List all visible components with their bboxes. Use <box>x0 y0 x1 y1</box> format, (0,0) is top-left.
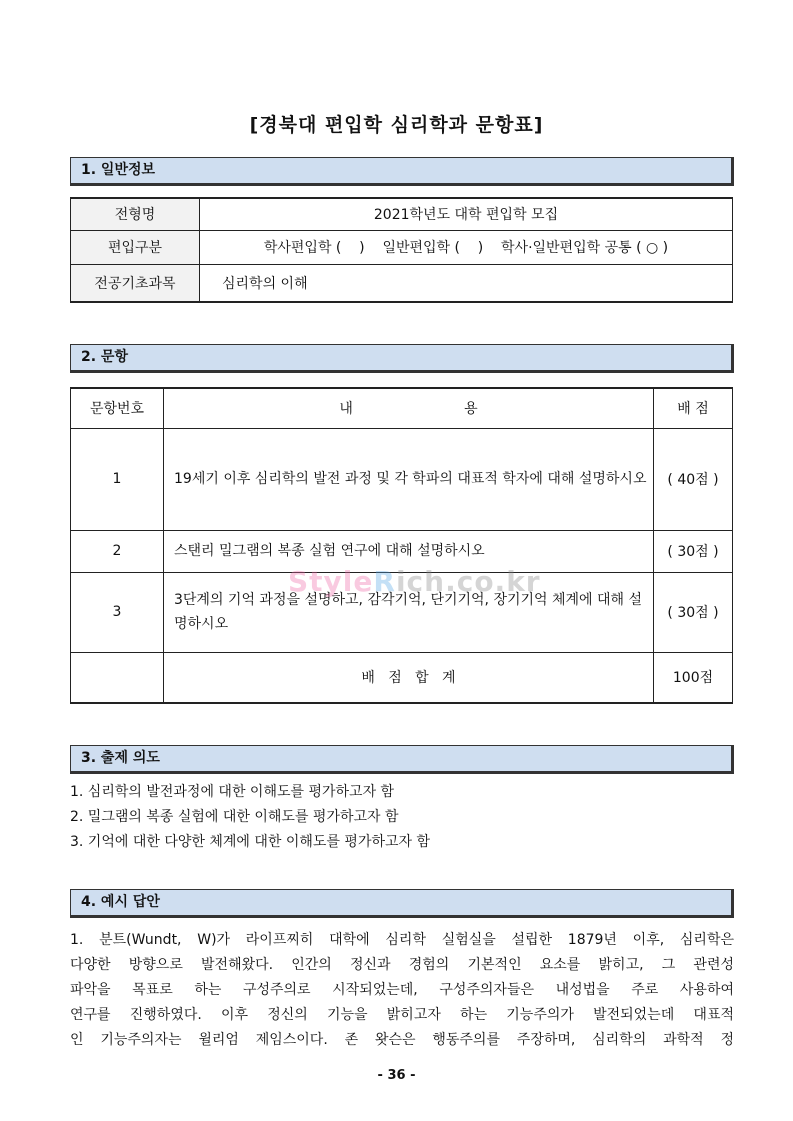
info-value: 심리학의 이해 <box>200 264 733 302</box>
questions-table <box>70 387 733 704</box>
table-header-row <box>71 388 733 428</box>
question-content: 3단계의 기억 과정을 설명하고, 감각기억, 단기기억, 장기기억 체계에 대해 설명하시오 <box>164 572 654 652</box>
question-number: 3 <box>71 572 164 652</box>
answer-line: 1. 분트(Wundt, W)가 라이프찌히 대학에 심리학 실험실을 설립한 1879년 이후, 심리학은 <box>70 932 734 948</box>
section-header-intent: 3. 출제 의도 <box>70 745 734 774</box>
total-label: 배 점 합 계 <box>164 652 654 703</box>
question-score: ( 40점 ) <box>654 428 733 530</box>
question-content: 스탠리 밀그램의 복종 실험 연구에 대해 설명하시오 <box>164 530 654 572</box>
question-number: 2 <box>71 530 164 572</box>
answer-line: 연구를 진행하였다. 이후 정신의 기능을 밝히고자 하는 기능주의가 발전되었는데 대표적 <box>70 1007 734 1023</box>
section-header-questions: 2. 문항 <box>70 344 734 373</box>
total-row <box>71 652 733 703</box>
intent-item: 2. 밀그램의 복종 실험에 대한 이해도를 평가하고자 함 <box>70 809 399 825</box>
col-header-score: 배 점 <box>654 388 733 428</box>
info-row <box>71 230 733 264</box>
question-content: 19세기 이후 심리학의 발전 과정 및 각 학파의 대표적 학자에 대해 설명하시오 <box>164 428 654 530</box>
info-key: 전형명 <box>71 198 200 230</box>
watermark-logo: StyleRich.co.kr <box>288 565 541 598</box>
empty-cell <box>71 652 164 703</box>
total-score: 100점 <box>654 652 733 703</box>
intent-item: 1. 심리학의 발전과정에 대한 이해도를 평가하고자 함 <box>70 784 395 800</box>
info-key: 전공기초과목 <box>71 264 200 302</box>
question-score: ( 30점 ) <box>654 530 733 572</box>
info-value: 2021학년도 대학 편입학 모집 <box>200 198 733 230</box>
answer-line: 인 기능주의자는 윌리엄 제임스이다. 존 왓슨은 행동주의를 주장하며, 심리학의 과학적 정 <box>70 1032 734 1048</box>
general-info-table <box>70 197 733 303</box>
answer-line: 파악을 목표로 하는 구성주의로 시작되었는데, 구성주의자들은 내성법을 주로 사용하여 <box>70 982 734 998</box>
table-row <box>71 428 733 530</box>
question-number: 1 <box>71 428 164 530</box>
page-number: - 36 - <box>377 1068 416 1083</box>
info-key: 편입구분 <box>71 230 200 264</box>
info-value: 학사편입학 ( ) 일반편입학 ( ) 학사·일반편입학 공통 ( ○ ) <box>200 230 733 264</box>
info-row <box>71 264 733 302</box>
col-header-number: 문항번호 <box>71 388 164 428</box>
question-score: ( 30점 ) <box>654 572 733 652</box>
info-row <box>71 198 733 230</box>
answer-line: 다양한 방향으로 발전해왔다. 인간의 정신과 경험의 기본적인 요소를 밝히고, 그 관련성 <box>70 957 734 973</box>
sample-answer <box>70 928 734 1053</box>
section-header-general-info: 1. 일반정보 <box>70 157 734 186</box>
document-title: [경북대 편입학 심리학과 문항표] <box>249 114 544 136</box>
intent-item: 3. 기억에 대한 다양한 체계에 대한 이해도를 평가하고자 함 <box>70 834 431 850</box>
section-header-sample-answer: 4. 예시 답안 <box>70 889 734 918</box>
col-header-content: 내 용 <box>164 388 654 428</box>
intent-list <box>70 780 430 855</box>
